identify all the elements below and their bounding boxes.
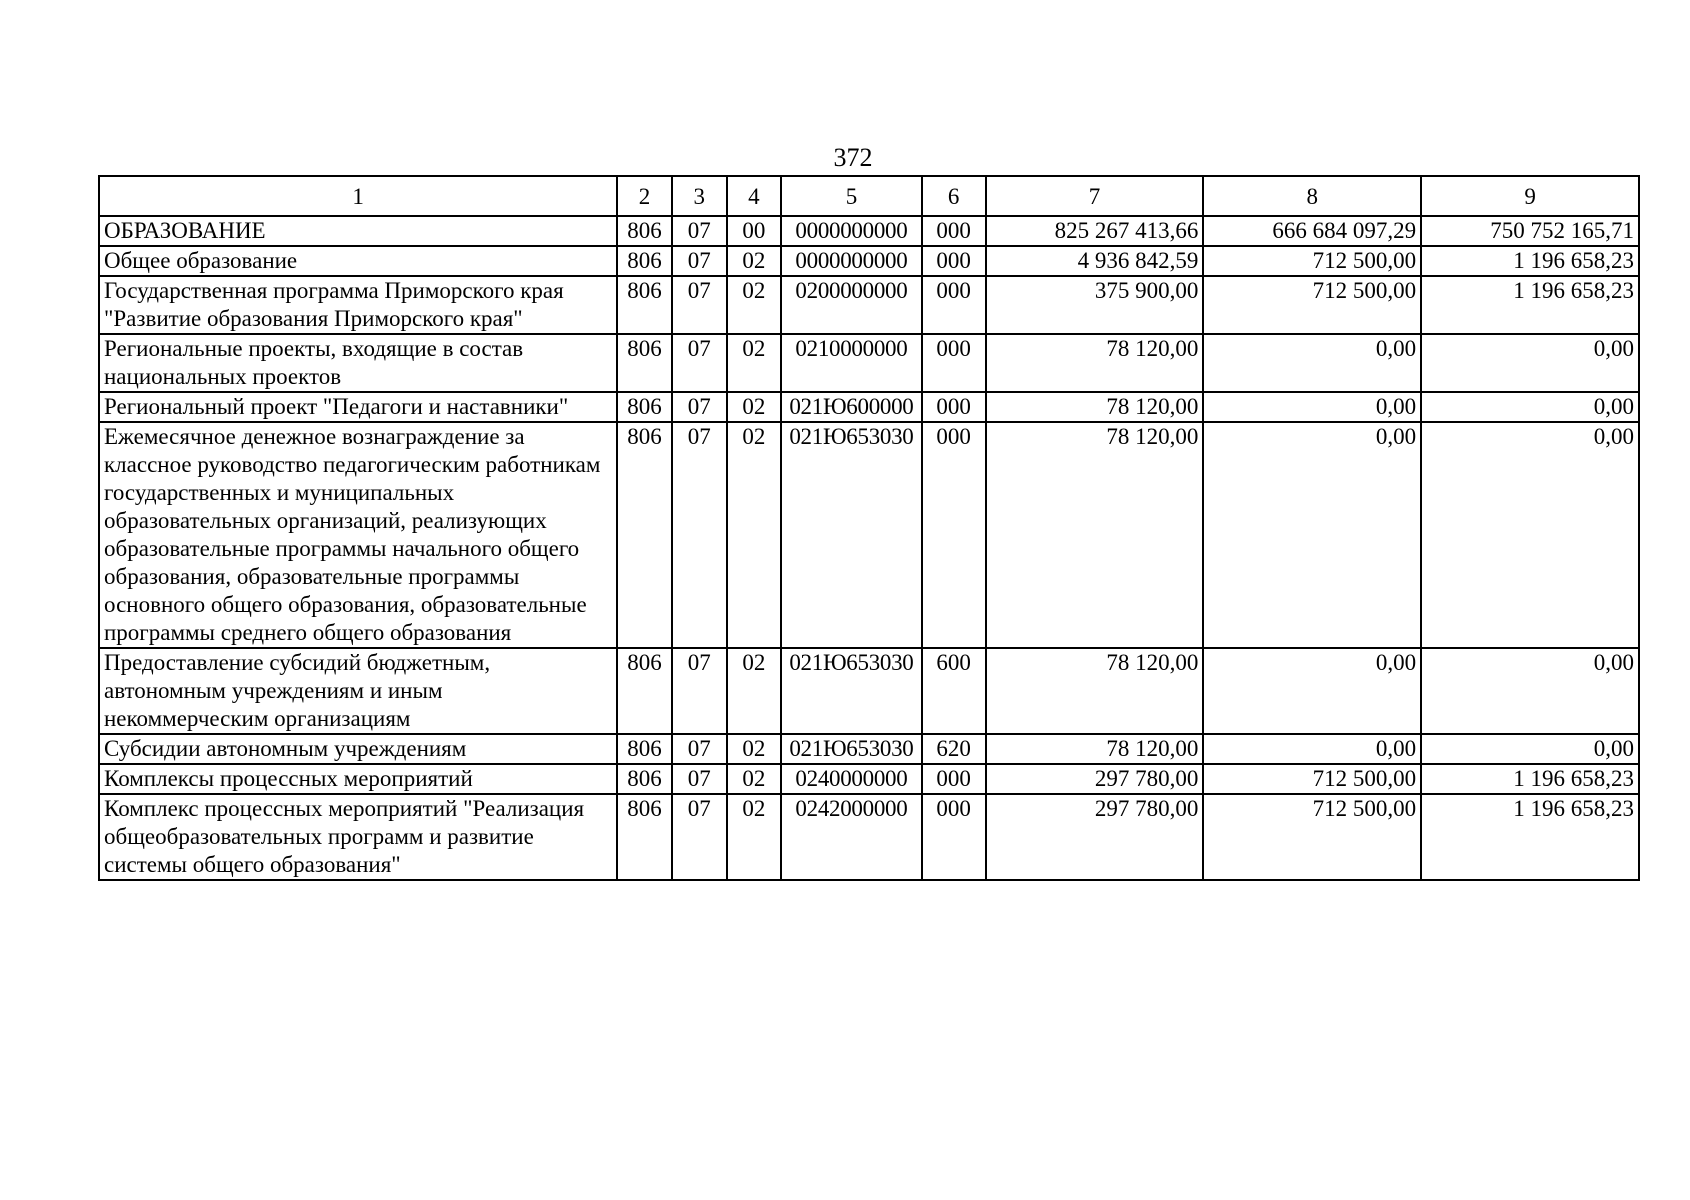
row-amount-col7: 78 120,00	[986, 648, 1204, 734]
row-name: ОБРАЗОВАНИЕ	[99, 216, 617, 246]
row-amount-col7: 78 120,00	[986, 734, 1204, 764]
table-row	[99, 334, 1639, 392]
row-code-section: 07	[672, 422, 727, 648]
header-cell-8: 8	[1203, 176, 1421, 216]
row-code-target-article: 021Ю653030	[781, 734, 921, 764]
row-code-target-article: 0200000000	[781, 276, 921, 334]
row-amount-col9: 1 196 658,23	[1421, 246, 1639, 276]
header-cell-1: 1	[99, 176, 617, 216]
row-amount-col8: 0,00	[1203, 734, 1421, 764]
row-amount-col7: 297 780,00	[986, 764, 1204, 794]
row-code-subsection: 02	[727, 648, 782, 734]
row-code-expense-type: 000	[922, 392, 986, 422]
row-code-target-article: 0000000000	[781, 216, 921, 246]
row-code-ministry: 806	[617, 734, 672, 764]
row-amount-col9: 750 752 165,71	[1421, 216, 1639, 246]
row-code-target-article: 0242000000	[781, 794, 921, 880]
row-code-section: 07	[672, 764, 727, 794]
row-amount-col7: 78 120,00	[986, 334, 1204, 392]
row-amount-col8: 712 500,00	[1203, 246, 1421, 276]
row-code-expense-type: 000	[922, 334, 986, 392]
table-row	[99, 648, 1639, 734]
row-amount-col9: 1 196 658,23	[1421, 764, 1639, 794]
row-code-expense-type: 000	[922, 422, 986, 648]
header-cell-7: 7	[986, 176, 1204, 216]
row-amount-col8: 0,00	[1203, 648, 1421, 734]
header-cell-4: 4	[727, 176, 782, 216]
row-code-section: 07	[672, 246, 727, 276]
budget-table	[98, 175, 1640, 881]
row-name: Ежемесячное денежное вознаграждение за классное руководство педагогическим работникам государственных и муниципальных образовательных организаций, реализующих образовательные программы начального общего образования, образовательные программы основного общего образования, образовательные программы среднего общего образования	[99, 422, 617, 648]
row-code-subsection: 02	[727, 764, 782, 794]
row-amount-col8: 666 684 097,29	[1203, 216, 1421, 246]
row-code-section: 07	[672, 276, 727, 334]
row-amount-col9: 0,00	[1421, 734, 1639, 764]
row-code-expense-type: 600	[922, 648, 986, 734]
header-cell-9: 9	[1421, 176, 1639, 216]
row-amount-col9: 1 196 658,23	[1421, 276, 1639, 334]
row-code-subsection: 02	[727, 794, 782, 880]
row-code-expense-type: 000	[922, 216, 986, 246]
row-code-section: 07	[672, 216, 727, 246]
row-amount-col7: 297 780,00	[986, 794, 1204, 880]
row-code-target-article: 0240000000	[781, 764, 921, 794]
row-code-expense-type: 620	[922, 734, 986, 764]
table-row	[99, 392, 1639, 422]
table-row	[99, 216, 1639, 246]
row-code-target-article: 021Ю600000	[781, 392, 921, 422]
table-row	[99, 794, 1639, 880]
row-code-ministry: 806	[617, 422, 672, 648]
row-code-ministry: 806	[617, 216, 672, 246]
row-amount-col8: 0,00	[1203, 334, 1421, 392]
row-amount-col9: 0,00	[1421, 392, 1639, 422]
row-amount-col8: 712 500,00	[1203, 276, 1421, 334]
header-row	[99, 176, 1639, 216]
page-number-text: 372	[833, 143, 873, 172]
row-amount-col8: 712 500,00	[1203, 794, 1421, 880]
row-code-target-article: 0000000000	[781, 246, 921, 276]
row-code-expense-type: 000	[922, 794, 986, 880]
row-code-section: 07	[672, 648, 727, 734]
row-code-expense-type: 000	[922, 276, 986, 334]
row-name: Общее образование	[99, 246, 617, 276]
row-code-target-article: 021Ю653030	[781, 648, 921, 734]
row-name: Государственная программа Приморского края "Развитие образования Приморского края"	[99, 276, 617, 334]
table-body	[99, 216, 1639, 880]
table-row	[99, 276, 1639, 334]
row-amount-col8: 0,00	[1203, 392, 1421, 422]
row-code-ministry: 806	[617, 276, 672, 334]
table-row	[99, 764, 1639, 794]
row-amount-col8: 712 500,00	[1203, 764, 1421, 794]
header-cell-2: 2	[617, 176, 672, 216]
row-code-subsection: 02	[727, 246, 782, 276]
row-name: Комплекс процессных мероприятий "Реализация общеобразовательных программ и развитие системы общего образования"	[99, 794, 617, 880]
row-name: Региональные проекты, входящие в состав национальных проектов	[99, 334, 617, 392]
row-amount-col9: 0,00	[1421, 648, 1639, 734]
header-cell-6: 6	[922, 176, 986, 216]
row-code-ministry: 806	[617, 334, 672, 392]
row-name: Региональный проект "Педагоги и наставники"	[99, 392, 617, 422]
header-cell-3: 3	[672, 176, 727, 216]
row-code-ministry: 806	[617, 794, 672, 880]
row-code-subsection: 02	[727, 392, 782, 422]
row-amount-col7: 78 120,00	[986, 392, 1204, 422]
row-code-subsection: 02	[727, 734, 782, 764]
table-row	[99, 422, 1639, 648]
row-amount-col8: 0,00	[1203, 422, 1421, 648]
row-code-ministry: 806	[617, 246, 672, 276]
row-amount-col7: 375 900,00	[986, 276, 1204, 334]
table-row	[99, 246, 1639, 276]
row-amount-col7: 78 120,00	[986, 422, 1204, 648]
row-amount-col9: 1 196 658,23	[1421, 794, 1639, 880]
row-code-section: 07	[672, 392, 727, 422]
page-number	[0, 143, 1690, 173]
table-row	[99, 734, 1639, 764]
row-amount-col9: 0,00	[1421, 334, 1639, 392]
row-name: Субсидии автономным учреждениям	[99, 734, 617, 764]
row-name: Предоставление субсидий бюджетным, автономным учреждениям и иным некоммерческим организациям	[99, 648, 617, 734]
row-code-expense-type: 000	[922, 764, 986, 794]
row-code-section: 07	[672, 734, 727, 764]
row-amount-col7: 4 936 842,59	[986, 246, 1204, 276]
row-code-subsection: 02	[727, 422, 782, 648]
row-code-target-article: 0210000000	[781, 334, 921, 392]
row-code-expense-type: 000	[922, 246, 986, 276]
row-code-ministry: 806	[617, 392, 672, 422]
row-code-subsection: 02	[727, 276, 782, 334]
header-cell-5: 5	[781, 176, 921, 216]
row-name: Комплексы процессных мероприятий	[99, 764, 617, 794]
table-header	[99, 176, 1639, 216]
row-code-subsection: 02	[727, 334, 782, 392]
row-amount-col7: 825 267 413,66	[986, 216, 1204, 246]
row-code-section: 07	[672, 334, 727, 392]
row-code-target-article: 021Ю653030	[781, 422, 921, 648]
row-code-ministry: 806	[617, 764, 672, 794]
row-code-ministry: 806	[617, 648, 672, 734]
row-amount-col9: 0,00	[1421, 422, 1639, 648]
row-code-subsection: 00	[727, 216, 782, 246]
row-code-section: 07	[672, 794, 727, 880]
